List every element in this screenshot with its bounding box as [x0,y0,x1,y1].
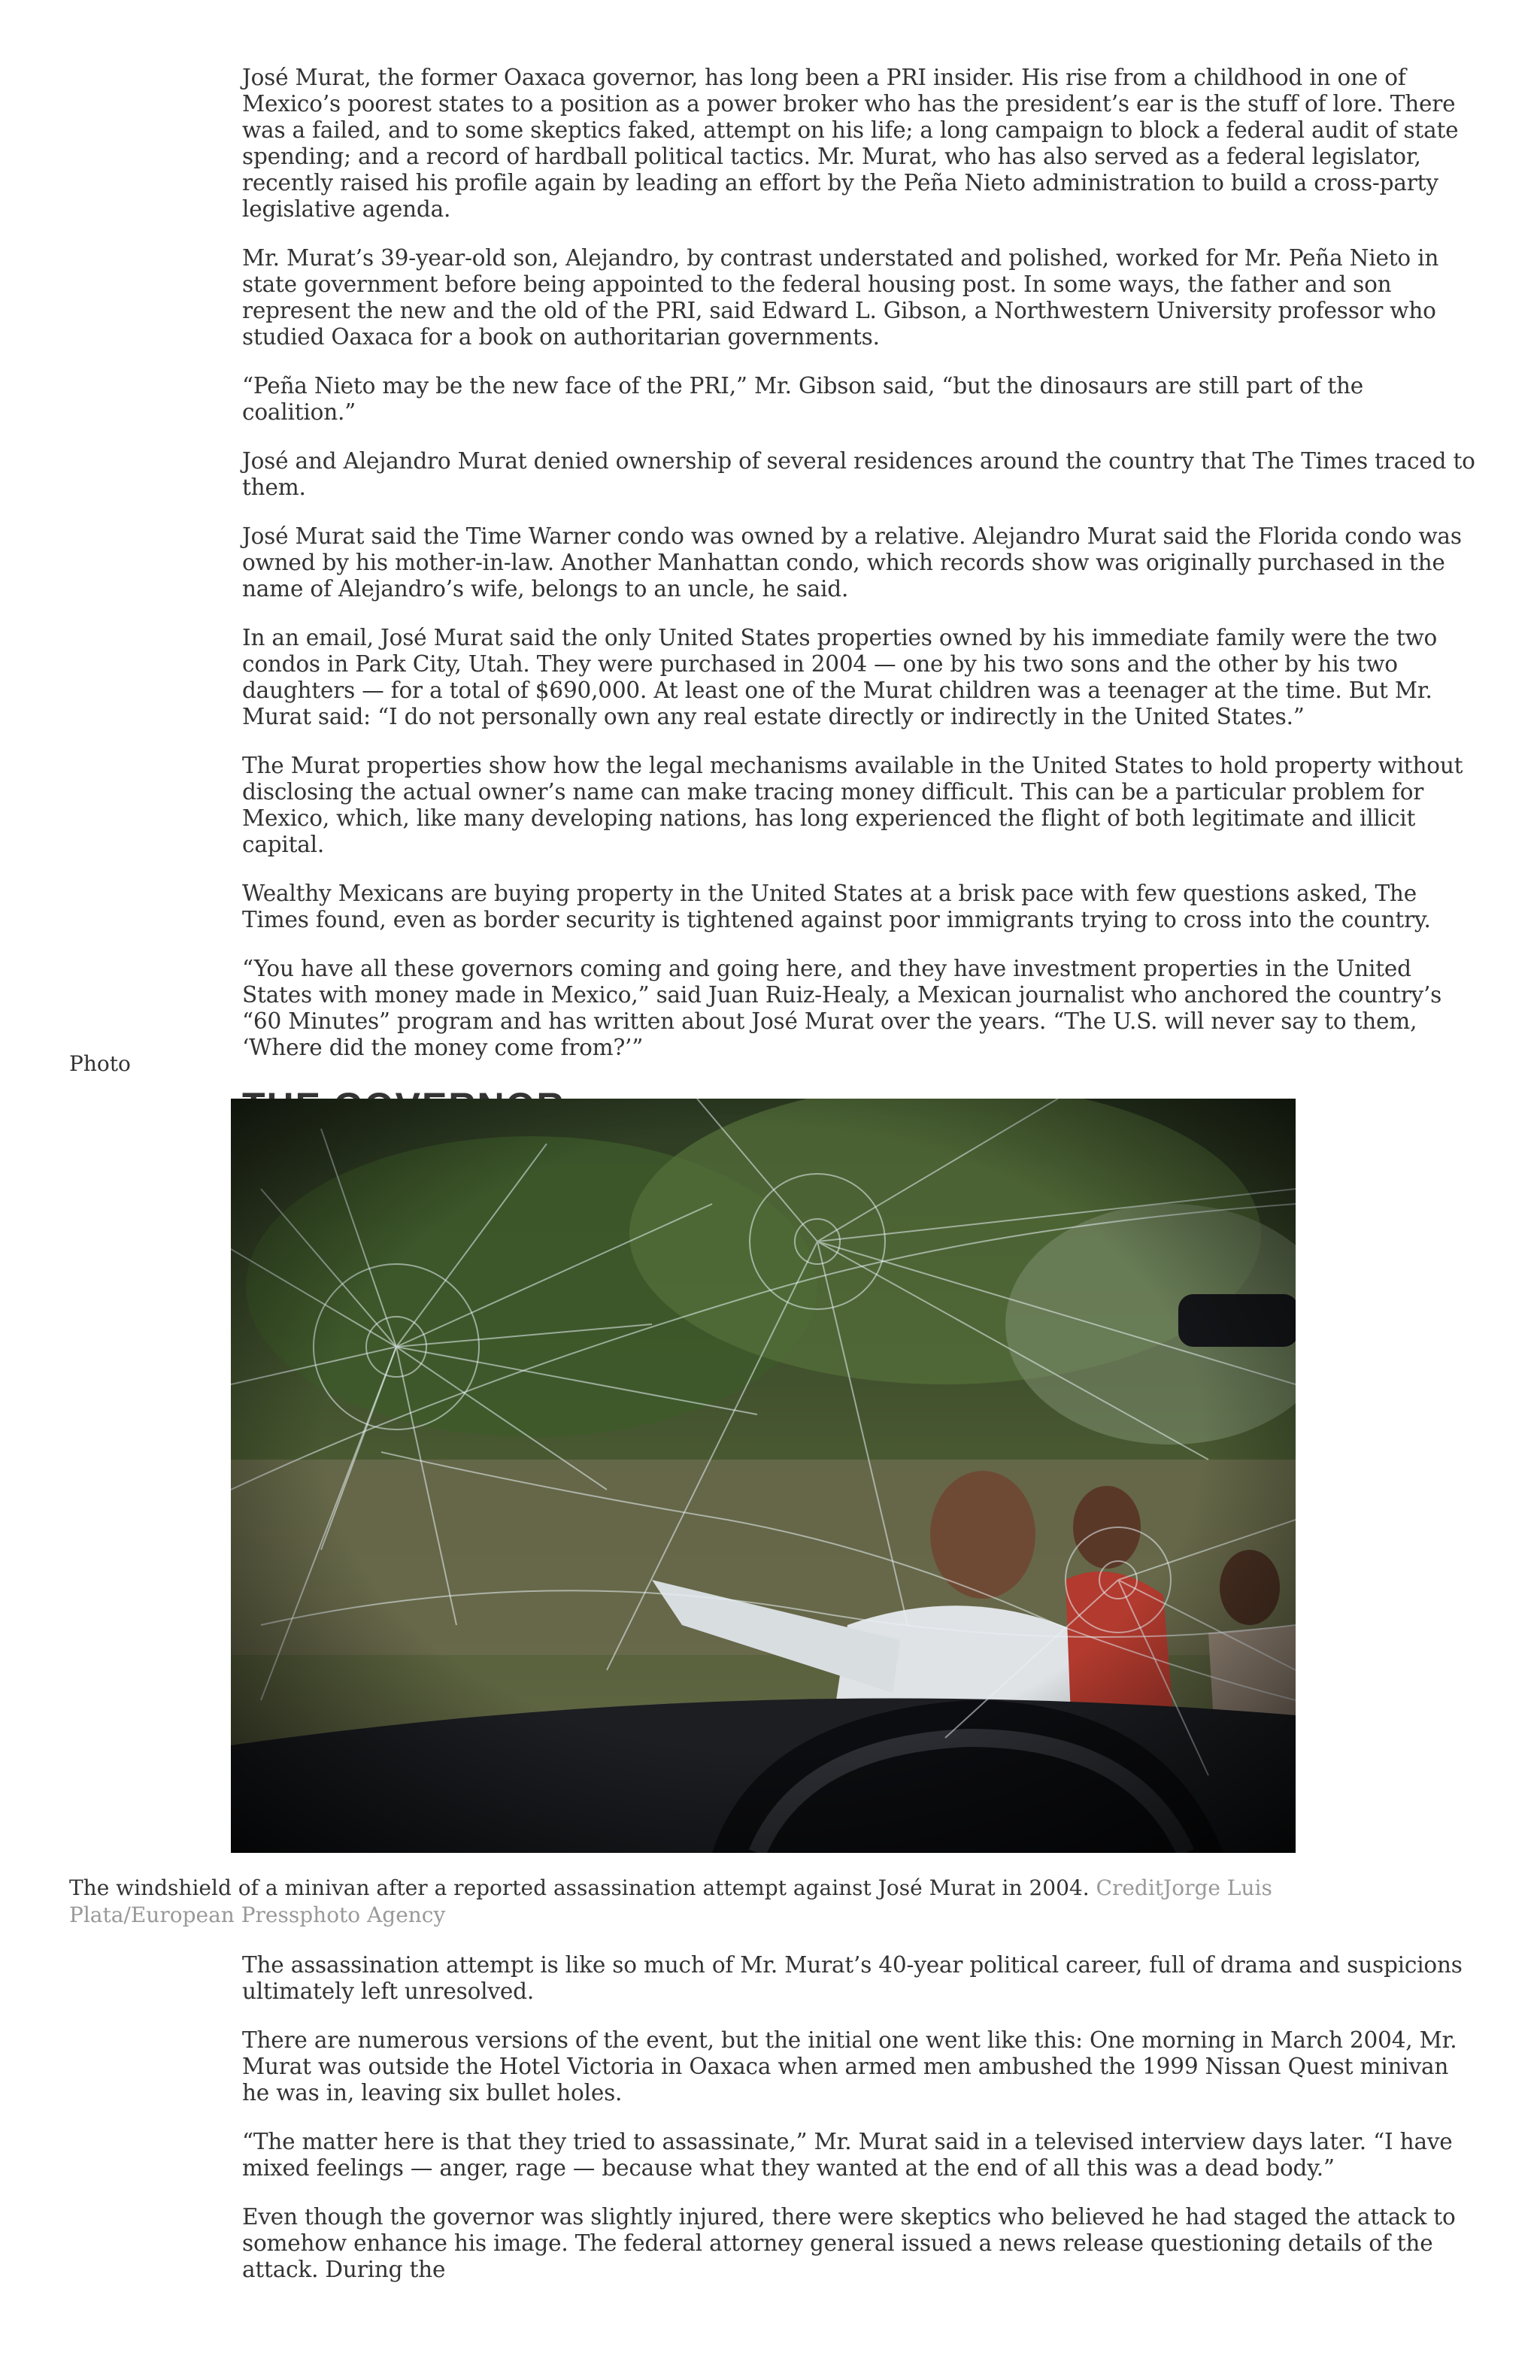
paragraph: José Murat, the former Oaxaca governor, has long been a PRI insider. His rise from a childhood in one of Mexico’s poorest states to a position as a power broker who has the president’s ear is the stuff of lore. There was a failed, and to some skeptics faked, attempt on his life; a long campaign to block a federal audit of state spending; and a record of hardball political tactics. Mr. Murat, who has also served as a federal legislator, recently raised his profile again by leading an effort by the Peña Nieto administration to build a cross-party legislative agenda. [242,65,1459,222]
caption-credit: CreditJorge Luis Plata/European Pressphoto Agency [69,1875,1272,1927]
paragraph: “Peña Nieto may be the new face of the PRI,” Mr. Gibson said, “but the dinosaurs are still part of the coalition.” [242,373,1364,425]
paragraph: José and Alejandro Murat denied ownership of several residences around the country that The Times traced to them. [242,448,1475,500]
paragraph: The Murat properties show how the legal mechanisms available in the United States to hold property without disclosing the actual owner’s name can make tracing money difficult. This can be a particular problem for Mexico, which, like many developing nations, has long experienced the flight of both legitimate and illicit capital. [242,753,1463,857]
photo-label: Photo [69,1051,131,1076]
article-photo[interactable] [231,1099,1296,1853]
article-body-bottom [242,1952,1475,2306]
paragraph: Mr. Murat’s 39-year-old son, Alejandro, by contrast understated and polished, worked for Mr. Peña Nieto in state government before being appointed to the federal housing post. In some ways, the father and son represent the new and the old of the PRI, said Edward L. Gibson, a Northwestern University professor who studied Oaxaca for a book on authoritarian governments. [242,245,1439,350]
caption-text: The windshield of a minivan after a reported assassination attempt against José Murat in 2004. [69,1875,1090,1900]
paragraph: José Murat said the Time Warner condo was owned by a relative. Alejandro Murat said the Florida condo was owned by his mother-in-law. Another Manhattan condo, which records show was originally purchased in the name of Alejandro’s wife, belongs to an uncle, he said. [242,523,1462,602]
windshield-photo-illustration [231,1099,1296,1853]
paragraph: “You have all these governors coming and going here, and they have investment properties in the United States with money made in Mexico,” said Juan Ruiz-Healy, a Mexican journalist who anchored the country’s “60 Minutes” program and has written about José Murat over the years. “The U.S. will never say to them, ‘Where did the money come from?’” [242,956,1442,1060]
photo-caption [69,1875,1423,1929]
paragraph: There are numerous versions of the event, but the initial one went like this: One morning in March 2004, Mr. Murat was outside the Hotel Victoria in Oaxaca when armed men ambushed the 1999 Nissan Quest minivan he was in, leaving six bullet holes. [242,2027,1457,2106]
paragraph: Wealthy Mexicans are buying property in the United States at a brisk pace with few questions asked, The Times found, even as border security is tightened against poor immigrants trying to cross into the country. [242,881,1431,932]
article-body-top [242,65,1475,1129]
paragraph: Even though the governor was slightly injured, there were skeptics who believed he had staged the attack to somehow enhance his image. The federal attorney general issued a news release questioning details of the attack. During the [242,2204,1456,2282]
paragraph: “The matter here is that they tried to assassinate,” Mr. Murat said in a televised interview days later. “I have mixed feelings — anger, rage — because what they wanted at the end of all this was a dead body.” [242,2129,1453,2181]
paragraph: In an email, José Murat said the only United States properties owned by his immediate family were the two condos in Park City, Utah. They were purchased in 2004 — one by his two sons and the other by his two daughters — for a total of $690,000. At least one of the Murat children was a teenager at the time. But Mr. Murat said: “I do not personally own any real estate directly or indirectly in the United States.” [242,625,1438,729]
paragraph: The assassination attempt is like so much of Mr. Murat’s 40-year political career, full of drama and suspicions ultimately left unresolved. [242,1952,1463,2004]
